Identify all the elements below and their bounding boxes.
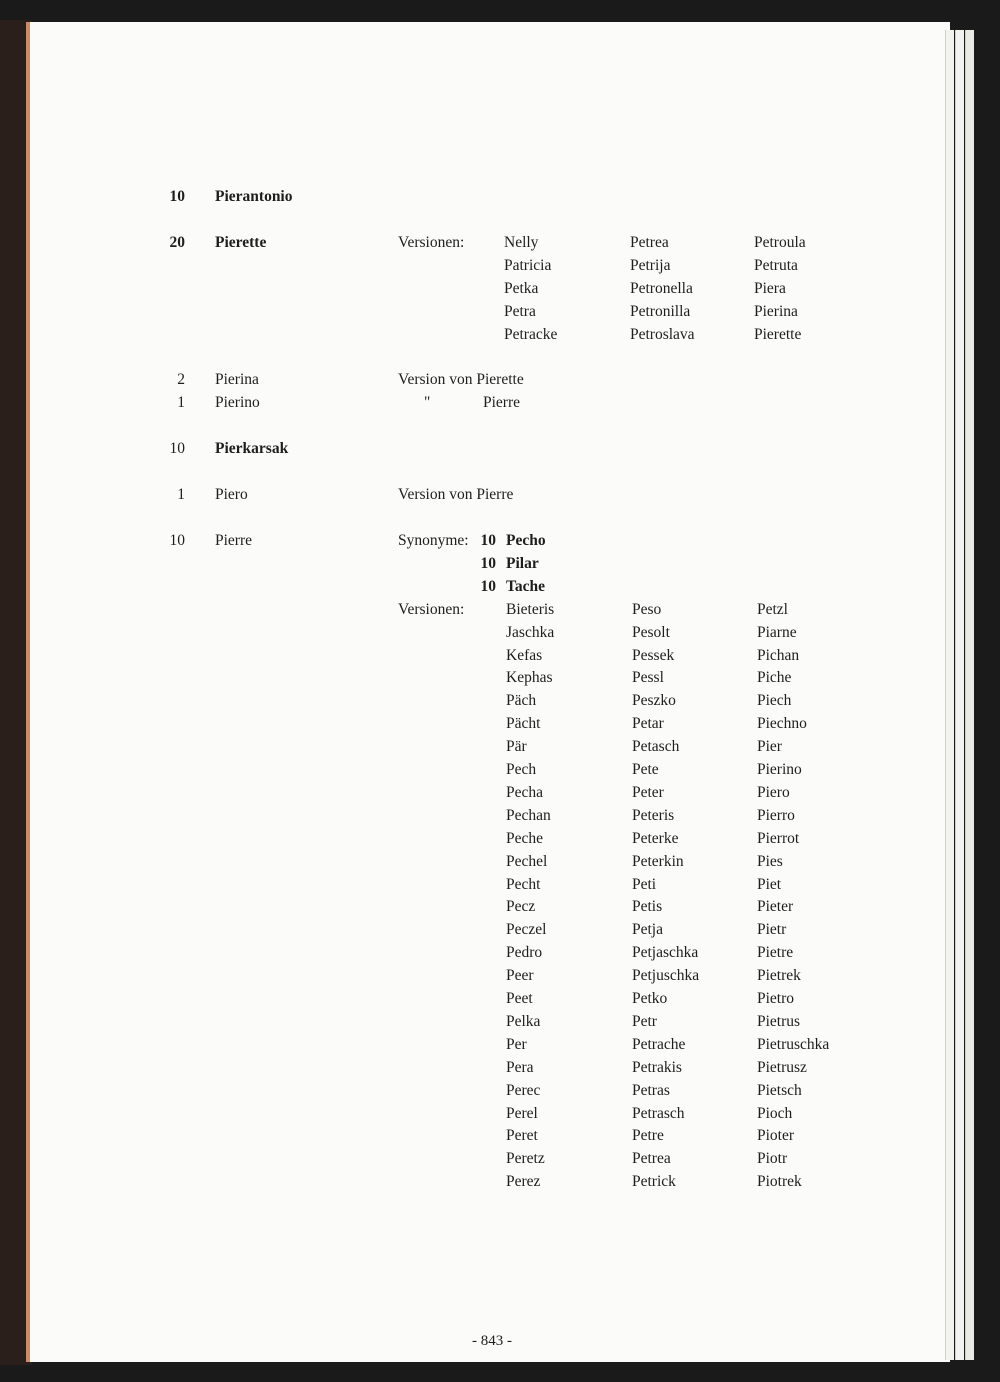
entry-name: Pierantonio	[215, 188, 293, 205]
version-name: Peso	[632, 600, 662, 618]
version-name: Petronella	[630, 279, 693, 297]
version-name: Pietro	[757, 990, 795, 1007]
version-name: Piechno	[757, 715, 807, 733]
version-name: Petruta	[754, 256, 798, 274]
entry-count: 1	[177, 486, 185, 503]
version-name: Petroula	[754, 234, 806, 251]
version-name: Pedro	[506, 944, 543, 962]
version-name: Petasch	[632, 738, 680, 756]
ditto-mark: "	[424, 394, 431, 411]
version-name: Peret	[506, 1127, 538, 1145]
page-edge	[965, 30, 974, 1360]
version-name: Perez	[506, 1173, 541, 1191]
entry-note: Pierre	[483, 394, 521, 411]
version-name: Pietrusz	[757, 1058, 807, 1076]
version-name: Kephas	[506, 669, 553, 687]
version-name: Pecht	[506, 875, 541, 893]
version-name: Pete	[632, 761, 659, 778]
version-name: Petracke	[504, 325, 558, 343]
version-name: Petronilla	[630, 302, 691, 320]
entry-count: 2	[177, 371, 185, 388]
version-name: Nelly	[504, 234, 539, 251]
version-name: Petzl	[757, 600, 788, 618]
synonym-count: 10	[480, 577, 496, 595]
version-name: Peretz	[506, 1150, 545, 1168]
version-name: Pierro	[757, 806, 795, 824]
synonym-count: 10	[480, 532, 496, 549]
entry-name: Pierkarsak	[215, 440, 289, 457]
page-number: - 843 -	[472, 1333, 512, 1349]
entry-name: Pierette	[215, 234, 267, 251]
version-name: Peer	[506, 967, 534, 985]
version-name: Pietruschka	[757, 1035, 830, 1053]
version-name: Pietrek	[757, 967, 801, 985]
version-name: Patricia	[504, 256, 552, 274]
synonym-name: Pecho	[506, 532, 546, 549]
synonym-name: Pilar	[506, 554, 539, 572]
version-name: Kefas	[506, 646, 543, 664]
entry-note: Version von Pierre	[398, 486, 514, 503]
version-name: Pessl	[632, 669, 664, 687]
version-name: Pecha	[506, 783, 544, 801]
version-name: Pies	[757, 852, 783, 870]
version-name: Pietsch	[757, 1081, 802, 1099]
version-name: Pierrot	[757, 829, 800, 847]
version-name: Peche	[506, 829, 544, 847]
version-name: Piotr	[757, 1150, 788, 1168]
version-name: Jaschka	[506, 623, 555, 641]
version-name: Pesolt	[632, 623, 670, 641]
page-edge	[945, 30, 954, 1360]
version-name: Petrache	[632, 1035, 686, 1053]
version-name: Pierette	[754, 325, 802, 343]
versions-label: Versionen:	[398, 600, 465, 618]
version-name: Piero	[757, 783, 790, 801]
version-name: Petras	[632, 1081, 670, 1099]
version-name: Piotrek	[757, 1173, 802, 1191]
version-name: Pierino	[757, 761, 802, 778]
synonym-name: Tache	[506, 577, 546, 595]
version-name: Bieteris	[506, 600, 555, 618]
version-name: Piera	[754, 279, 786, 297]
entry-name: Piero	[215, 486, 248, 503]
version-name: Peczel	[506, 921, 547, 939]
version-name: Päch	[506, 692, 537, 710]
version-name: Pietr	[757, 921, 787, 939]
version-name: Piech	[757, 692, 792, 710]
version-name: Pieter	[757, 898, 794, 916]
version-name: Pechan	[506, 806, 551, 824]
version-name: Petja	[632, 921, 663, 939]
version-name: Petis	[632, 898, 663, 916]
version-name: Peti	[632, 875, 657, 893]
entry-count: 10	[169, 532, 185, 549]
version-name: Pessek	[632, 646, 675, 664]
version-name: Perel	[506, 1104, 538, 1122]
version-name: Per	[506, 1035, 527, 1053]
version-name: Pietrus	[757, 1012, 801, 1030]
entry-name: Pierina	[215, 371, 259, 388]
version-name: Petrakis	[632, 1058, 682, 1076]
version-name: Pechel	[506, 852, 548, 870]
version-name: Pioch	[757, 1104, 793, 1122]
version-name: Perec	[506, 1081, 541, 1099]
version-name: Pietre	[757, 944, 794, 962]
entry-count: 1	[177, 394, 185, 411]
version-name: Pier	[757, 738, 782, 756]
entry-count: 10	[169, 188, 185, 205]
version-name: Petrija	[630, 256, 671, 274]
version-name: Petr	[632, 1012, 657, 1030]
version-name: Petrasch	[632, 1104, 685, 1122]
version-name: Pär	[506, 738, 527, 756]
version-name: Pera	[506, 1058, 534, 1076]
version-name: Peteris	[632, 806, 675, 824]
version-name: Petrea	[630, 234, 669, 251]
version-name: Piet	[757, 875, 782, 893]
version-name: Pierina	[754, 302, 798, 320]
version-name: Pecz	[506, 898, 536, 916]
version-name: Petra	[504, 302, 536, 320]
version-name: Peet	[506, 990, 533, 1007]
version-name: Petroslava	[630, 325, 695, 343]
version-name: Peter	[632, 783, 664, 801]
entry-note: Version von Pierette	[398, 371, 524, 388]
version-name: Pech	[506, 761, 537, 778]
synonym-count: 10	[480, 554, 496, 572]
versions-label: Versionen:	[398, 234, 465, 251]
version-name: Peszko	[632, 692, 676, 710]
entry-count: 20	[169, 234, 185, 251]
version-name: Pioter	[757, 1127, 795, 1145]
version-name: Petre	[632, 1127, 664, 1145]
synonyms-label: Synonyme:	[398, 532, 469, 549]
page-edge	[955, 30, 964, 1360]
entry-name: Pierino	[215, 394, 260, 411]
version-name: Petrick	[632, 1173, 676, 1191]
version-name: Pächt	[506, 715, 541, 733]
version-name: Petar	[632, 715, 664, 733]
version-name: Peterke	[632, 829, 679, 847]
version-name: Piarne	[757, 623, 797, 641]
version-name: Petka	[504, 279, 539, 297]
version-name: Petrea	[632, 1150, 671, 1168]
version-name: Petjaschka	[632, 944, 699, 962]
book-page	[30, 22, 950, 1362]
version-name: Peterkin	[632, 852, 684, 870]
entry-count: 10	[169, 440, 185, 457]
version-name: Piche	[757, 669, 792, 687]
version-name: Pelka	[506, 1012, 541, 1030]
version-name: Petjuschka	[632, 967, 700, 985]
version-name: Petko	[632, 990, 668, 1007]
entry-name: Pierre	[215, 532, 253, 549]
version-name: Pichan	[757, 646, 800, 664]
